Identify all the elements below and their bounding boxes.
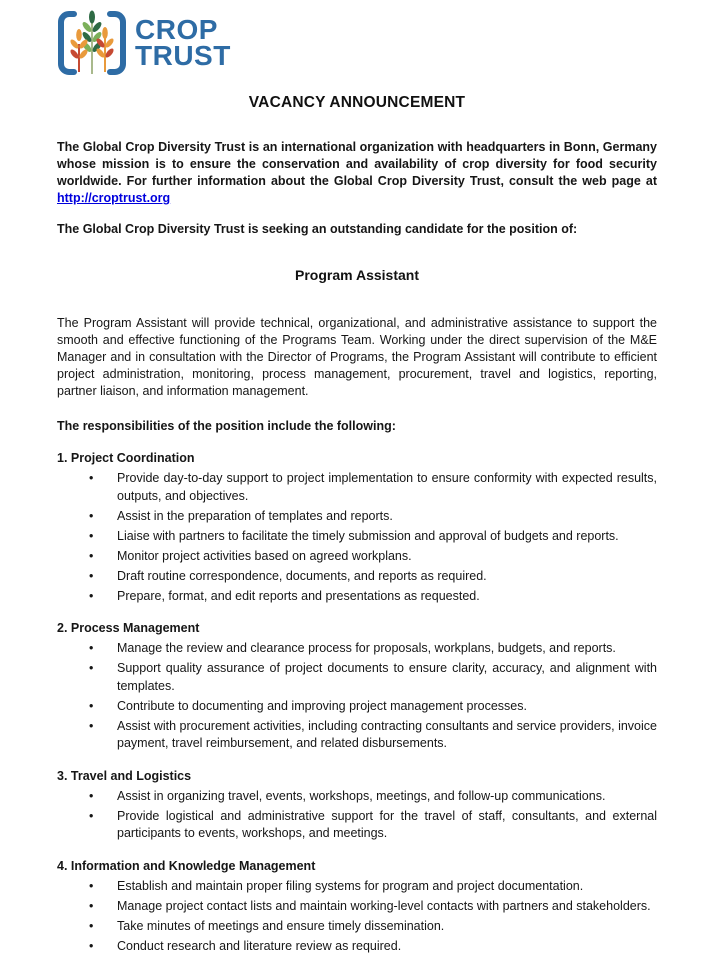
section-heading: 2. Process Management (57, 621, 200, 635)
responsibility-section (57, 450, 657, 605)
page-title: VACANCY ANNOUNCEMENT (248, 94, 466, 111)
brand-name (135, 14, 231, 71)
responsibility-sections (57, 450, 657, 955)
bullet-item: • Take minutes of meetings and ensure timely dissemination. (117, 918, 657, 936)
position-description: The Program Assistant will provide technical, organizational, and administrative assistance to support the smooth and effective functioning of the Programs Team. Working under the direct supervision of the M&E Manager and in consultation with the Director of Programs, the Program Assistant will contribute to efficient project administration, monitoring, process management, procurement, travel and logistics, reporting, partner liaison, and information management. (57, 316, 657, 398)
responsibility-section (57, 768, 657, 843)
responsibility-section (57, 858, 657, 956)
brand-line-crop: CROP (135, 14, 218, 45)
bullet-item: • Provide day-to-day support to project implementation to ensure conformity with expected results, outputs, and objectives. (117, 470, 657, 505)
bullet-item: • Establish and maintain proper filing systems for program and project documentation. (117, 878, 657, 896)
bullet-item: • Draft routine correspondence, documents, and reports as required. (117, 568, 657, 586)
intro-paragraph (57, 139, 657, 207)
responsibility-section (57, 620, 657, 753)
bullet-item: • Contribute to documenting and improving project management processes. (117, 698, 657, 716)
section-bullet-list (57, 640, 657, 753)
section-bullet-list (57, 788, 657, 843)
crop-trust-logo (57, 8, 657, 78)
bullet-item: • Support quality assurance of project documents to ensure clarity, accuracy, and alignment with templates. (117, 660, 657, 695)
bullet-item: • Conduct research and literature review as required. (117, 938, 657, 956)
responsibilities-heading: The responsibilities of the position include the following: (57, 419, 396, 433)
section-heading: 4. Information and Knowledge Management (57, 858, 316, 873)
bullet-item: • Monitor project activities based on agreed workplans. (117, 548, 657, 566)
section-heading: 1. Project Coordination (57, 451, 195, 465)
intro-text: The Global Crop Diversity Trust is an international organization with headquarters in Bonn, Germany whose mission is to ensure the conservation and availability of crop diversity for food security worldwide. For further information about the Global Crop Diversity Trust, consult the web page at (57, 140, 657, 188)
crop-trust-logo-icon (57, 8, 127, 78)
bullet-item: • Assist with procurement activities, including contracting consultants and service providers, invoice payment, travel reimbursement, and related disbursements. (117, 718, 657, 753)
position-title: Program Assistant (295, 267, 419, 283)
bullet-item: • Assist in the preparation of templates and reports. (117, 508, 657, 526)
bullet-item: • Provide logistical and administrative support for the travel of staff, consultants, and external participants to events, workshops, and meetings. (117, 808, 657, 843)
section-heading: 3. Travel and Logistics (57, 768, 192, 783)
seeking-line: The Global Crop Diversity Trust is seeking an outstanding candidate for the position of: (57, 222, 578, 236)
bullet-item: • Manage project contact lists and maintain working-level contacts with partners and stakeholders. (117, 898, 657, 916)
section-bullet-list (57, 878, 657, 956)
croptrust-link[interactable]: http://croptrust.org (57, 191, 171, 205)
bullet-item: • Assist in organizing travel, events, workshops, meetings, and follow-up communications. (117, 788, 657, 806)
bullet-item: • Manage the review and clearance process for proposals, workplans, budgets, and reports. (117, 640, 657, 658)
bullet-item: • Prepare, format, and edit reports and presentations as requested. (117, 588, 657, 606)
section-bullet-list (57, 470, 657, 605)
bullet-item: • Liaise with partners to facilitate the timely submission and approval of budgets and reports. (117, 528, 657, 546)
brand-line-trust: TRUST (135, 40, 231, 71)
